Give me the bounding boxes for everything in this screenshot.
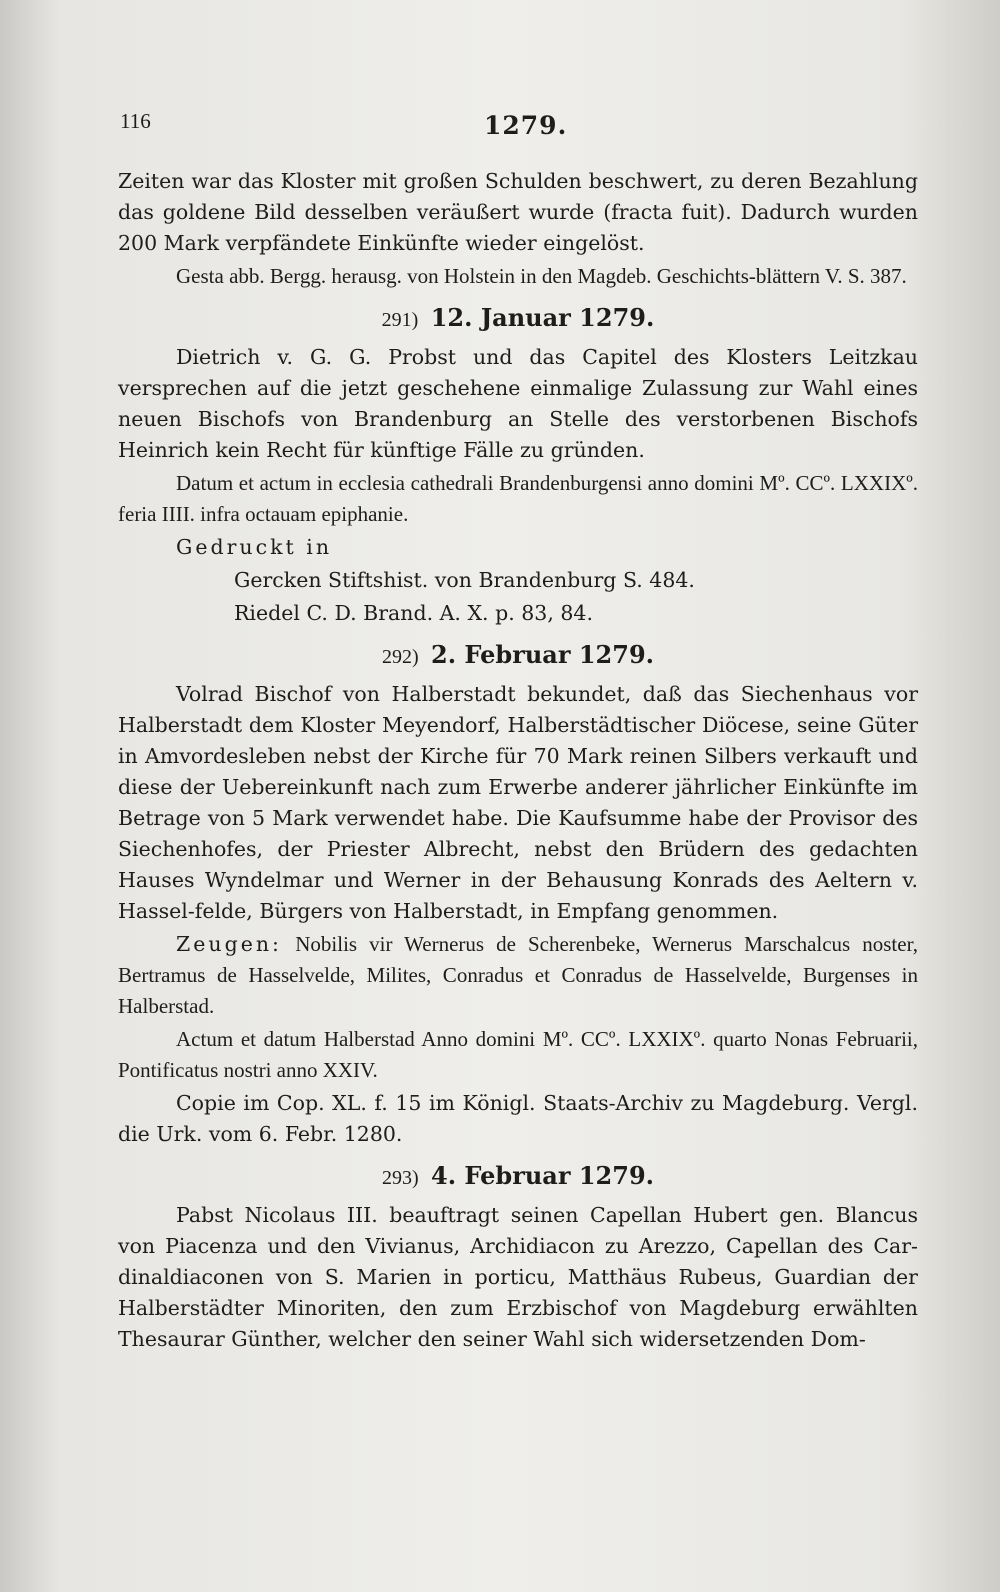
entry-293-body: Pabst Nicolaus III. beauftragt seinen Capellan Hubert gen. Blancus von Piacenza und den Vivianus, Archidiacon zu Arezzo, Capellan des Car-dinaldiaconen von S. Marien in porticu, Matthäus Rubeus, Guardian der Halberstädter Minoriten, den zum Erzbischof von Magdeburg erwählten Thesaurar Günther, welcher den seiner Wahl sich widersetzenden Dom-: [118, 1203, 918, 1351]
running-head: 1279.: [484, 111, 568, 140]
entry-291-body: Dietrich v. G. G. Probst und das Capitel des Klosters Leitzkau versprechen auf die jetzt geschehene einmalige Zulassung zur Wahl eines neuen Bischofs von Brandenburg an Stelle des verstorbenen Bischofs Heinrich kein Recht für künftige Fälle zu gründen.: [118, 345, 918, 462]
entry-291-reference-1: Gercken Stiftshist. von Brandenburg S. 484.: [234, 568, 695, 592]
entry-292-date: 2. Februar 1279.: [431, 640, 654, 669]
intro-reference: Gesta abb. Bergg. herausg. von Holstein in den Magdeb. Geschichts-blättern V. S. 387.: [176, 264, 907, 288]
entry-291-reference-2: Riedel C. D. Brand. A. X. p. 83, 84.: [234, 601, 593, 625]
entry-291-latin: Datum et actum in ecclesia cathedrali Brandenburgensi anno domini Mº. CCº. LXXIXº. feria IIII. infra octauam epiphanie.: [118, 471, 918, 526]
entry-293-number: 293): [381, 1167, 419, 1189]
entry-293-date: 4. Februar 1279.: [431, 1161, 654, 1190]
entry-292-latin: Actum et datum Halberstad Anno domini Mº. CCº. LXXIXº. quarto Nonas Februarii, Pontificatus nostri anno XXIV.: [118, 1027, 918, 1082]
page-number: 116: [120, 109, 151, 133]
entry-292-witnesses: [118, 929, 918, 1022]
entry-291-heading: [118, 302, 918, 336]
entry-293-heading: [118, 1160, 918, 1194]
intro-paragraph: Zeiten war das Kloster mit großen Schulden beschwert, zu deren Bezahlung das goldene Bild desselben veräußert wurde (fracta fuit). Dadurch wurden 200 Mark verpfändete Einkünfte wieder eingelöst.: [118, 169, 918, 255]
entry-292-heading: [118, 639, 918, 673]
entry-291-number: 291): [381, 309, 419, 331]
witnesses-label: Zeugen:: [176, 932, 282, 956]
page-header: [118, 100, 918, 166]
entry-292-number: 292): [381, 646, 419, 668]
entry-291-printed-label: Gedruckt in: [176, 535, 333, 559]
witnesses-list: Nobilis vir Wernerus de Scherenbeke, Wernerus Marschalcus noster, Bertramus de Hasselvelde, Milites, Conradus et Conradus de Hasselvelde, Burgenses in Halberstad.: [118, 932, 918, 1018]
entry-292-copy-reference: Copie im Cop. XL. f. 15 im Königl. Staats-Archiv zu Magdeburg. Vergl. die Urk. vom 6. Febr. 1280.: [118, 1091, 918, 1146]
entry-292-body: Volrad Bischof von Halberstadt bekundet, daß das Siechenhaus vor Halberstadt dem Kloster Meyendorf, Halberstädtischer Diöcese, seine Güter in Amvordesleben nebst der Kirche für 70 Mark reinen Silbers verkauft und diese der Uebereinkunft nach zum Erwerbe anderer jährlicher Einkünfte im Betrage von 5 Mark verwendet habe. Die Kaufsumme habe der Provisor des Siechenhofes, der Priester Albrecht, nebst den Brüdern des gedachten Hauses Wyndelmar und Werner in der Behausung Konrads des Aeltern v. Hassel-felde, Bürgers von Halberstadt, in Empfang genommen.: [118, 682, 918, 923]
page-content: [118, 100, 918, 1357]
entry-291-date: 12. Januar 1279.: [430, 303, 655, 332]
